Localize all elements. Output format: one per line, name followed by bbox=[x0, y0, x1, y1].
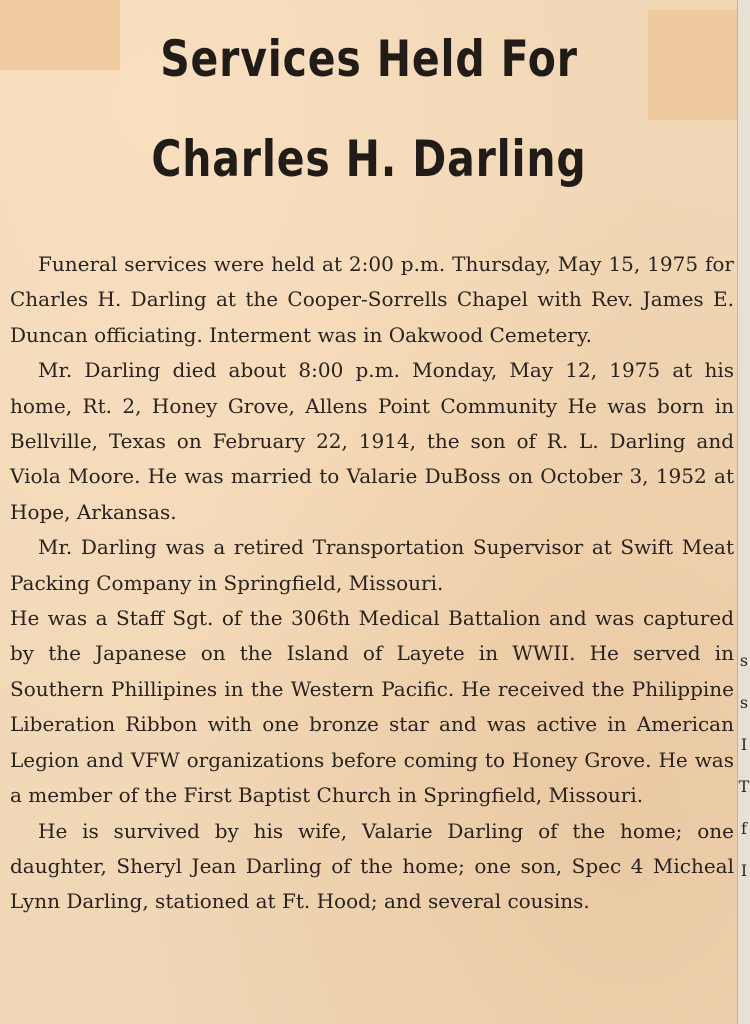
paragraph-career: Mr. Darling was a retired Transportation Supervisor at Swift Meat Packing Company in Springfield, Missouri. bbox=[10, 535, 734, 595]
headline-line-1: Services Held For bbox=[160, 30, 578, 88]
paragraph-death-and-birth: Mr. Darling died about 8:00 p.m. Monday, May 12, 1975 at his home, Rt. 2, Honey Grove, Allens Point Community He was born in Bellville, Texas on February 22, 1914, the son of R. L. Darling and Viola Moore. He was married to Valarie DuBoss on October 3, 1952 at Hope, Arkansas. bbox=[10, 358, 734, 524]
article-body bbox=[10, 247, 734, 920]
edge-fragment-text: s s I T f I bbox=[738, 651, 750, 880]
paragraph-survivors: He is survived by his wife, Valarie Darling of the home; one daughter, Sheryl Jean Darling of the home; one son, Spec 4 Micheal Lynn Darling, stationed at Ft. Hood; and several cousins. bbox=[10, 818, 734, 914]
paragraph-military-service: He was a Staff Sgt. of the 306th Medical Battalion and was captured by the Japanese on the Island of Layete in WWII. He served in Southern Phillipines in the Western Pacific. He received the Philippine Liberation Ribbon with one bronze star and was active in American Legion and VFW organizations before coming to Honey Grove. He was a member of the First Baptist Church in Springfield, Missouri. bbox=[10, 606, 734, 808]
headline-line-2: Charles H. Darling bbox=[151, 130, 587, 188]
paragraph-funeral-services: Funeral services were held at 2:00 p.m. Thursday, May 15, 1975 for Charles H. Darling at the Cooper-Sorrells Chapel with Rev. James E. Duncan officiating. Interment was in Oakwood Cemetery. bbox=[10, 252, 734, 347]
